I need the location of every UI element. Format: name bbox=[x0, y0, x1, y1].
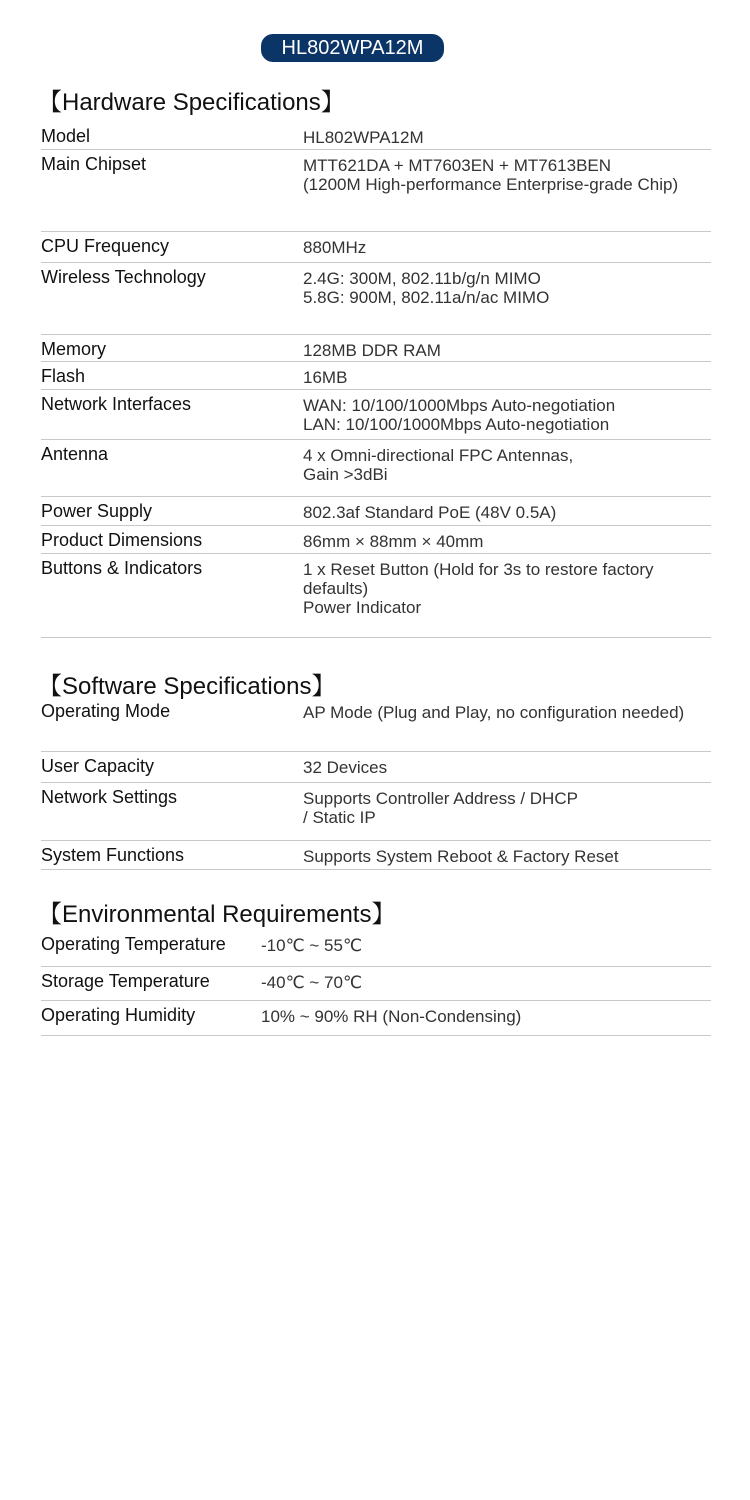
spec-row bbox=[41, 362, 711, 390]
spec-value: 16MB bbox=[303, 368, 348, 387]
spec-value: -40℃ ~ 70℃ bbox=[261, 973, 363, 992]
spec-label: Network Settings bbox=[41, 787, 178, 807]
spec-label: User Capacity bbox=[41, 756, 155, 776]
spec-value: 802.3af Standard PoE (48V 0.5A) bbox=[303, 503, 557, 522]
spec-value: Supports System Reboot & Factory Reset bbox=[303, 847, 619, 866]
hardware-spec-table bbox=[41, 122, 711, 638]
spec-row bbox=[41, 526, 711, 554]
spec-value: -10℃ ~ 55℃ bbox=[261, 936, 363, 955]
spec-row bbox=[41, 335, 711, 362]
spec-label: Storage Temperature bbox=[41, 971, 210, 991]
spec-label: Operating Temperature bbox=[41, 934, 226, 954]
spec-value: 128MB DDR RAM bbox=[303, 341, 441, 360]
spec-row bbox=[41, 150, 711, 232]
environment-spec-table bbox=[41, 930, 711, 1036]
spec-value: AP Mode (Plug and Play, no configuration needed) bbox=[303, 703, 685, 722]
spec-label: Product Dimensions bbox=[41, 530, 203, 550]
spec-label: Power Supply bbox=[41, 501, 153, 521]
spec-label: Antenna bbox=[41, 444, 109, 464]
spec-value: 4 x Omni-directional FPC Antennas, Gain >3dBi bbox=[303, 446, 574, 484]
hardware-section-title: 【Hardware Specifications】 bbox=[38, 89, 345, 116]
spec-row bbox=[41, 232, 711, 263]
spec-label: Wireless Technology bbox=[41, 267, 206, 287]
spec-value: 2.4G: 300M, 802.11b/g/n MIMO 5.8G: 900M, 802.11a/n/ac MIMO bbox=[303, 269, 550, 307]
spec-row bbox=[41, 967, 711, 1001]
spec-row bbox=[41, 841, 711, 870]
spec-row bbox=[41, 390, 711, 440]
spec-label: Operating Mode bbox=[41, 701, 171, 721]
software-spec-table bbox=[41, 697, 711, 870]
spec-row bbox=[41, 440, 711, 497]
spec-label: Memory bbox=[41, 339, 107, 359]
spec-value: HL802WPA12M bbox=[303, 128, 424, 147]
spec-row bbox=[41, 263, 711, 335]
environment-section-title: 【Environmental Requirements】 bbox=[38, 901, 396, 928]
spec-value: Supports Controller Address / DHCP / Static IP bbox=[303, 789, 578, 827]
spec-label: CPU Frequency bbox=[41, 236, 170, 256]
spec-value: WAN: 10/100/1000Mbps Auto-negotiation LAN: 10/100/1000Mbps Auto-negotiation bbox=[303, 396, 616, 434]
spec-value: MTT621DA + MT7603EN + MT7613BEN (1200M High-performance Enterprise-grade Chip) bbox=[303, 156, 679, 194]
spec-row bbox=[41, 554, 711, 638]
spec-row bbox=[41, 930, 711, 967]
spec-label: Flash bbox=[41, 366, 86, 386]
spec-row bbox=[41, 122, 711, 150]
spec-value: 880MHz bbox=[303, 238, 367, 257]
spec-row bbox=[41, 783, 711, 841]
model-badge: HL802WPA12M bbox=[261, 34, 444, 62]
spec-row bbox=[41, 697, 711, 752]
spec-label: System Functions bbox=[41, 845, 185, 865]
spec-label: Network Interfaces bbox=[41, 394, 192, 414]
spec-row bbox=[41, 497, 711, 526]
spec-row bbox=[41, 752, 711, 783]
spec-row bbox=[41, 1001, 711, 1036]
spec-value: 1 x Reset Button (Hold for 3s to restore factory defaults) Power Indicator bbox=[303, 560, 654, 617]
software-section-title: 【Software Specifications】 bbox=[38, 673, 336, 700]
spec-label: Operating Humidity bbox=[41, 1005, 196, 1025]
spec-value: 10% ~ 90% RH (Non-Condensing) bbox=[261, 1007, 522, 1026]
spec-label: Model bbox=[41, 126, 91, 146]
spec-label: Buttons & Indicators bbox=[41, 558, 203, 578]
spec-label: Main Chipset bbox=[41, 154, 147, 174]
spec-value: 86mm × 88mm × 40mm bbox=[303, 532, 484, 551]
spec-value: 32 Devices bbox=[303, 758, 388, 777]
